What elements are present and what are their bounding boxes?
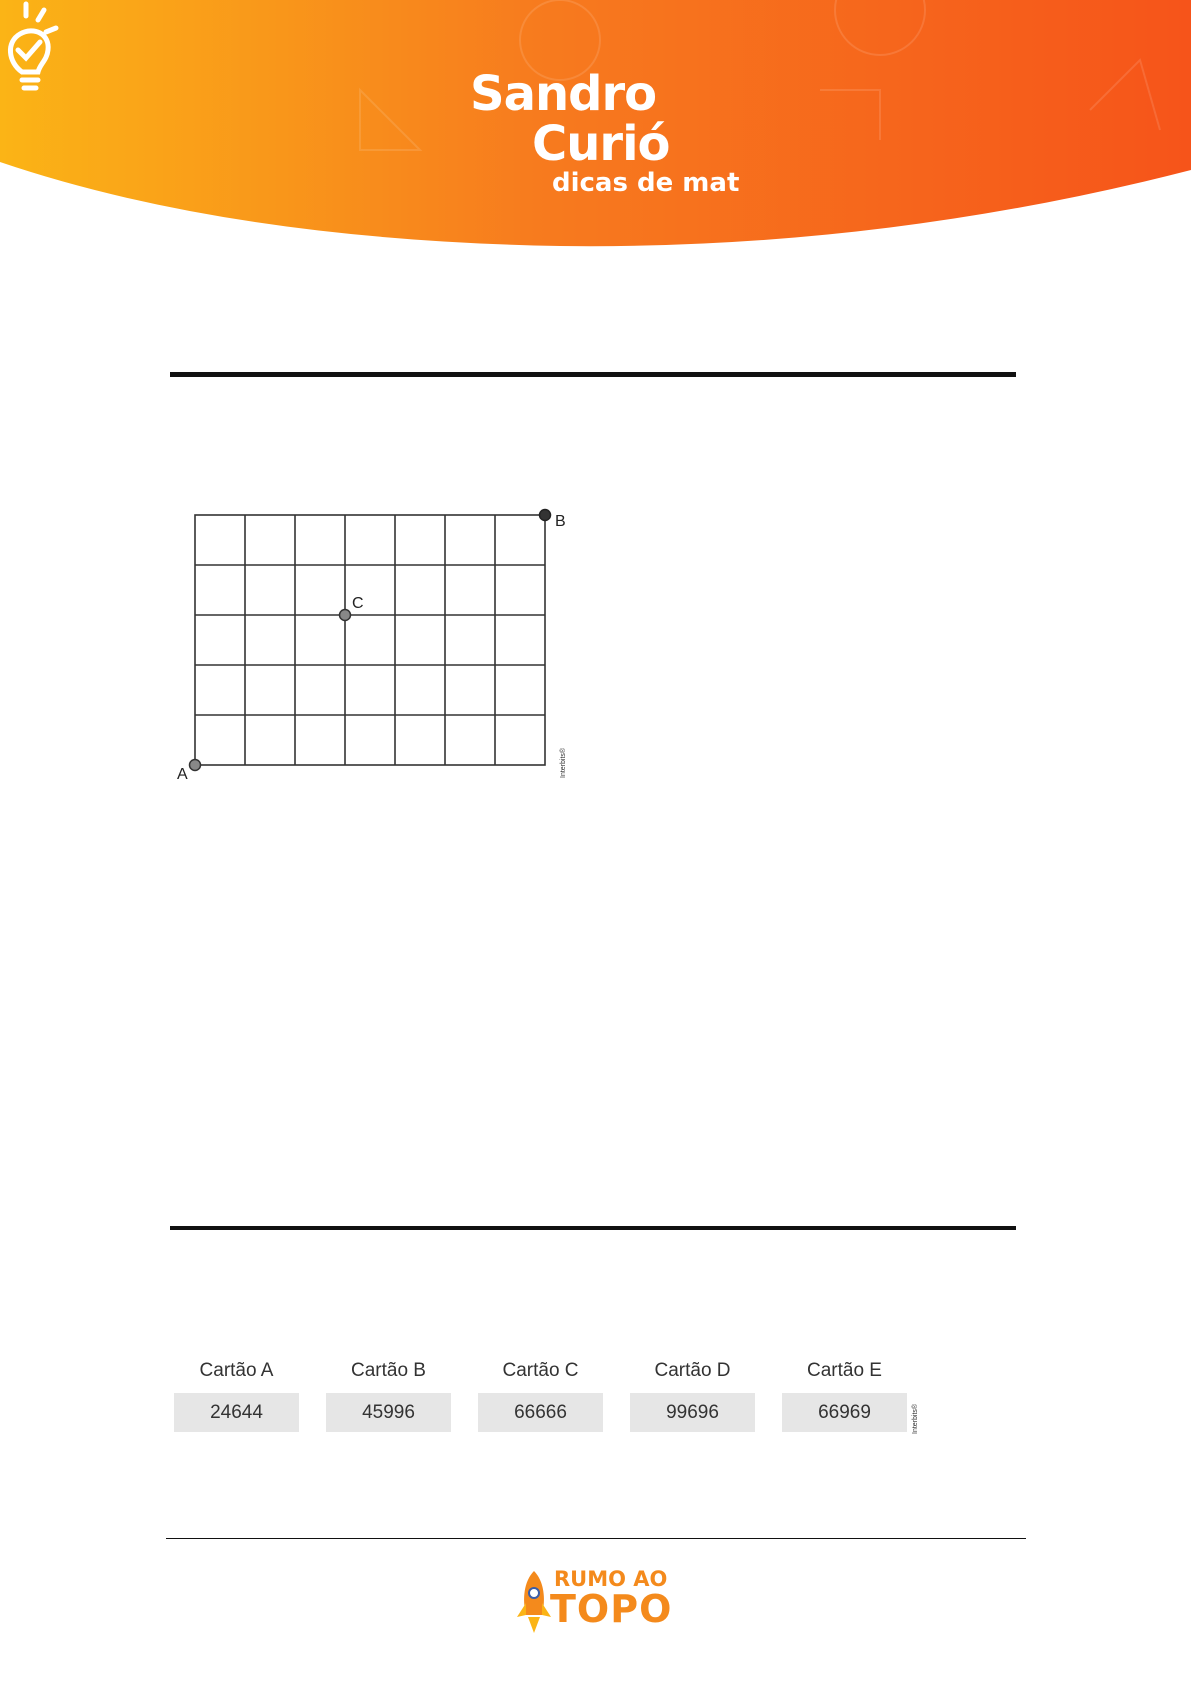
point-b-marker xyxy=(540,510,551,521)
brand-tagline: dicas de mat xyxy=(552,168,740,198)
point-c-label: C xyxy=(352,595,364,612)
card-label: Cartão C xyxy=(502,1360,579,1381)
cards-credit: Interbits® xyxy=(912,1403,919,1434)
point-c-marker xyxy=(340,610,351,621)
cards-table xyxy=(174,1355,934,1435)
card-label: Cartão B xyxy=(351,1360,426,1381)
point-b-label: B xyxy=(555,513,566,530)
card-label: Cartão A xyxy=(199,1360,274,1381)
grid-figure xyxy=(170,500,570,790)
footer-logo-line2: TOPO xyxy=(550,1587,673,1631)
card-c xyxy=(478,1355,603,1432)
card-value: 24644 xyxy=(174,1393,299,1432)
card-a xyxy=(174,1355,299,1432)
section-divider-top xyxy=(170,372,1016,377)
figure-credit: Interbits® xyxy=(560,747,567,778)
brand-name-last: Curió xyxy=(532,116,670,172)
card-b xyxy=(326,1355,451,1432)
lightbulb-icon xyxy=(0,0,70,100)
card-value: 66666 xyxy=(478,1393,603,1432)
grid-lines xyxy=(195,515,545,765)
card-e xyxy=(782,1355,907,1432)
card-label: Cartão D xyxy=(654,1360,731,1381)
footer-logo-line1: RUMO AO xyxy=(554,1567,668,1591)
card-d xyxy=(630,1355,755,1432)
point-a-label: A xyxy=(177,766,188,783)
brand-logo xyxy=(470,66,770,206)
card-value: 99696 xyxy=(630,1393,755,1432)
point-a-marker xyxy=(190,760,201,771)
card-value: 45996 xyxy=(326,1393,451,1432)
footer-divider xyxy=(166,1538,1026,1539)
brand-name-first: Sandro xyxy=(470,66,657,122)
header-banner xyxy=(0,0,1191,260)
card-value: 66969 xyxy=(782,1393,907,1432)
footer-logo xyxy=(514,1565,674,1635)
rocket-icon xyxy=(514,1569,554,1635)
card-label: Cartão E xyxy=(807,1360,882,1381)
section-divider-middle xyxy=(170,1226,1016,1230)
